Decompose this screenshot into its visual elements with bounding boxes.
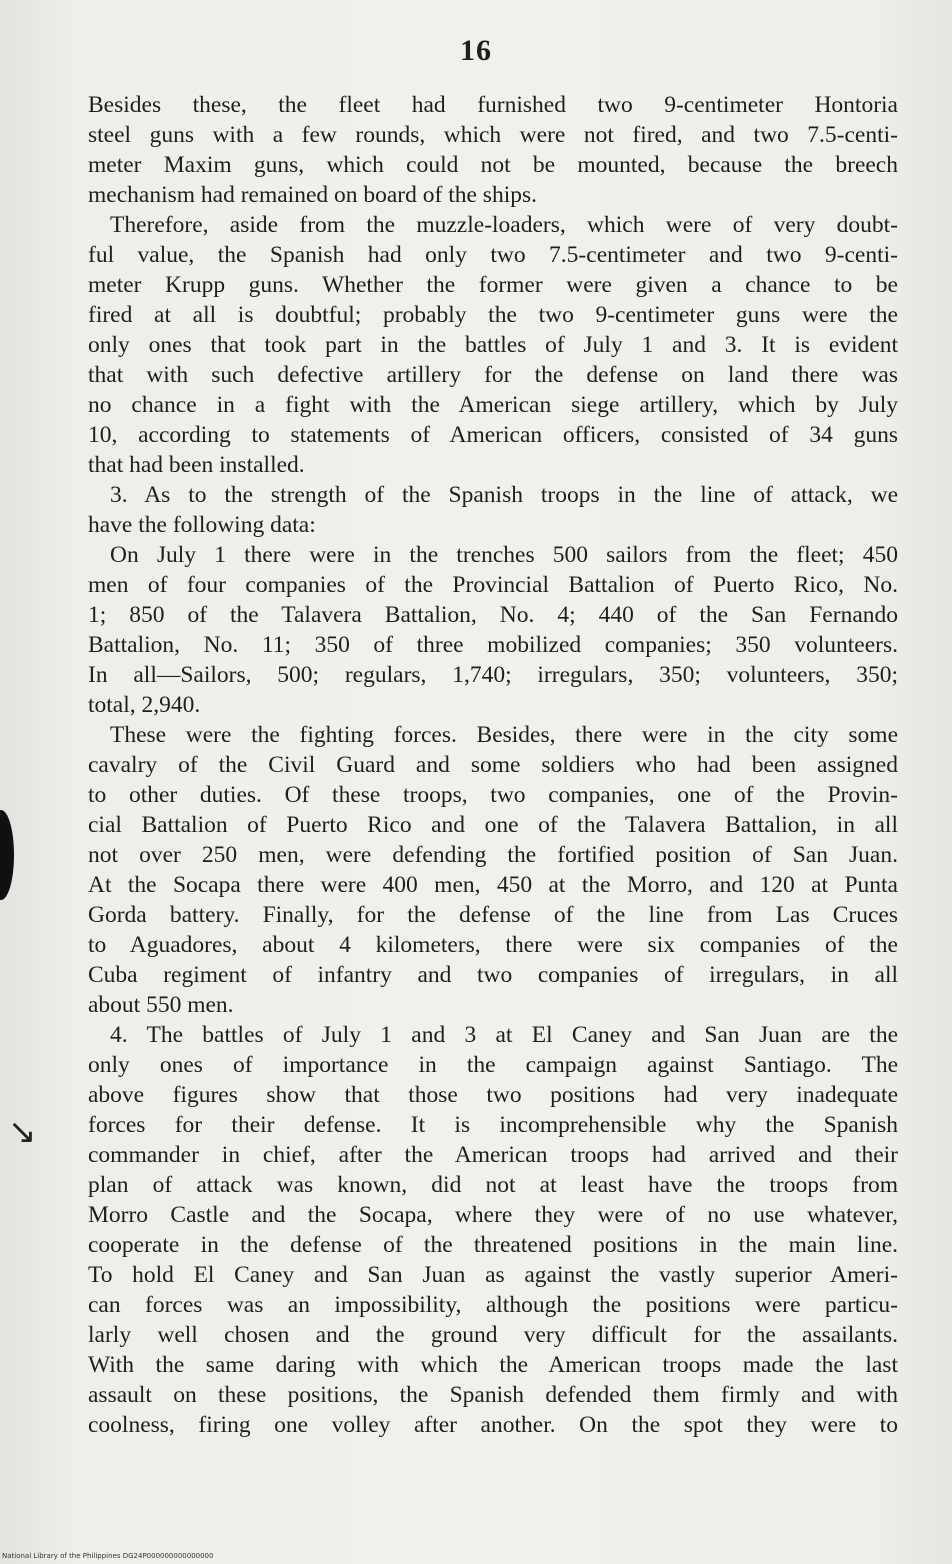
text-line: Battalion, No. 11; 350 of three mobilized companies; 350 volunteers.: [88, 632, 898, 658]
text-line: larly well chosen and the ground very difficult for the assailants.: [88, 1322, 898, 1348]
page-number: 16: [460, 34, 492, 67]
margin-pencil-mark: ↘: [8, 1112, 37, 1152]
text-line: men of four companies of the Provincial Battalion of Puerto Rico, No.: [88, 572, 898, 598]
text-line: Besides these, the fleet had furnished two 9-centimeter Hontoria: [88, 92, 898, 118]
text-line: have the following data:: [88, 512, 316, 538]
text-line: commander in chief, after the American troops had arrived and their: [88, 1142, 898, 1168]
text-line: 1; 850 of the Talavera Battalion, No. 4; 440 of the San Fernando: [88, 602, 898, 628]
text-line: plan of attack was known, did not at least have the troops from: [88, 1172, 898, 1198]
text-line: In all—Sailors, 500; regulars, 1,740; irregulars, 350; volunteers, 350;: [88, 662, 898, 688]
text-line: 4. The battles of July 1 and 3 at El Caney and San Juan are the: [110, 1022, 898, 1048]
text-line: above figures show that those two positions had very inadequate: [88, 1082, 898, 1108]
text-line: 3. As to the strength of the Spanish troops in the line of attack, we: [110, 482, 898, 508]
text-line: not over 250 men, were defending the fortified position of San Juan.: [88, 842, 898, 868]
text-line: ful value, the Spanish had only two 7.5-centimeter and two 9-centi-: [88, 242, 898, 268]
text-line: meter Krupp guns. Whether the former were given a chance to be: [88, 272, 898, 298]
text-line: about 550 men.: [88, 992, 234, 1018]
text-line: that had been installed.: [88, 452, 305, 478]
text-line: cavalry of the Civil Guard and some soldiers who had been assigned: [88, 752, 898, 778]
body-text: [88, 90, 898, 1440]
text-line: coolness, firing one volley after another. On the spot they were to: [88, 1412, 898, 1438]
text-line: can forces was an impossibility, although the positions were particu-: [88, 1292, 898, 1318]
text-line: steel guns with a few rounds, which were not fired, and two 7.5-centi-: [88, 122, 898, 148]
text-line: cooperate in the defense of the threatened positions in the main line.: [88, 1232, 898, 1258]
scan-footer: National Library of the Philippines DG24P000000000000000: [2, 1552, 214, 1560]
text-line: Therefore, aside from the muzzle-loaders, which were of very doubt-: [110, 212, 898, 238]
text-line: On July 1 there were in the trenches 500 sailors from the fleet; 450: [110, 542, 898, 568]
text-line: meter Maxim guns, which could not be mounted, because the breech: [88, 152, 898, 178]
text-line: These were the fighting forces. Besides, there were in the city some: [110, 722, 898, 748]
text-line: to other duties. Of these troops, two companies, one of the Provin-: [88, 782, 898, 808]
text-line: 10, according to statements of American officers, consisted of 34 guns: [88, 422, 898, 448]
text-line: cial Battalion of Puerto Rico and one of the Talavera Battalion, in all: [88, 812, 898, 838]
text-line: total, 2,940.: [88, 692, 201, 718]
text-line: To hold El Caney and San Juan as against the vastly superior Ameri-: [88, 1262, 898, 1288]
text-line: Cuba regiment of infantry and two companies of irregulars, in all: [88, 962, 898, 988]
binding-shadow: [0, 810, 14, 900]
text-line: that with such defective artillery for the defense on land there was: [88, 362, 898, 388]
text-line: assault on these positions, the Spanish defended them firmly and with: [88, 1382, 898, 1408]
text-line: only ones that took part in the battles of July 1 and 3. It is evident: [88, 332, 898, 358]
text-line: only ones of importance in the campaign against Santiago. The: [88, 1052, 898, 1078]
text-line: forces for their defense. It is incomprehensible why the Spanish: [88, 1112, 898, 1138]
text-line: to Aguadores, about 4 kilometers, there were six companies of the: [88, 932, 898, 958]
text-line: fired at all is doubtful; probably the two 9-centimeter guns were the: [88, 302, 898, 328]
text-line: no chance in a fight with the American siege artillery, which by July: [88, 392, 898, 418]
text-line: mechanism had remained on board of the ships.: [88, 182, 537, 208]
text-line: At the Socapa there were 400 men, 450 at the Morro, and 120 at Punta: [88, 872, 898, 898]
text-line: With the same daring with which the American troops made the last: [88, 1352, 898, 1378]
text-line: Gorda battery. Finally, for the defense of the line from Las Cruces: [88, 902, 898, 928]
text-line: Morro Castle and the Socapa, where they were of no use whatever,: [88, 1202, 898, 1228]
